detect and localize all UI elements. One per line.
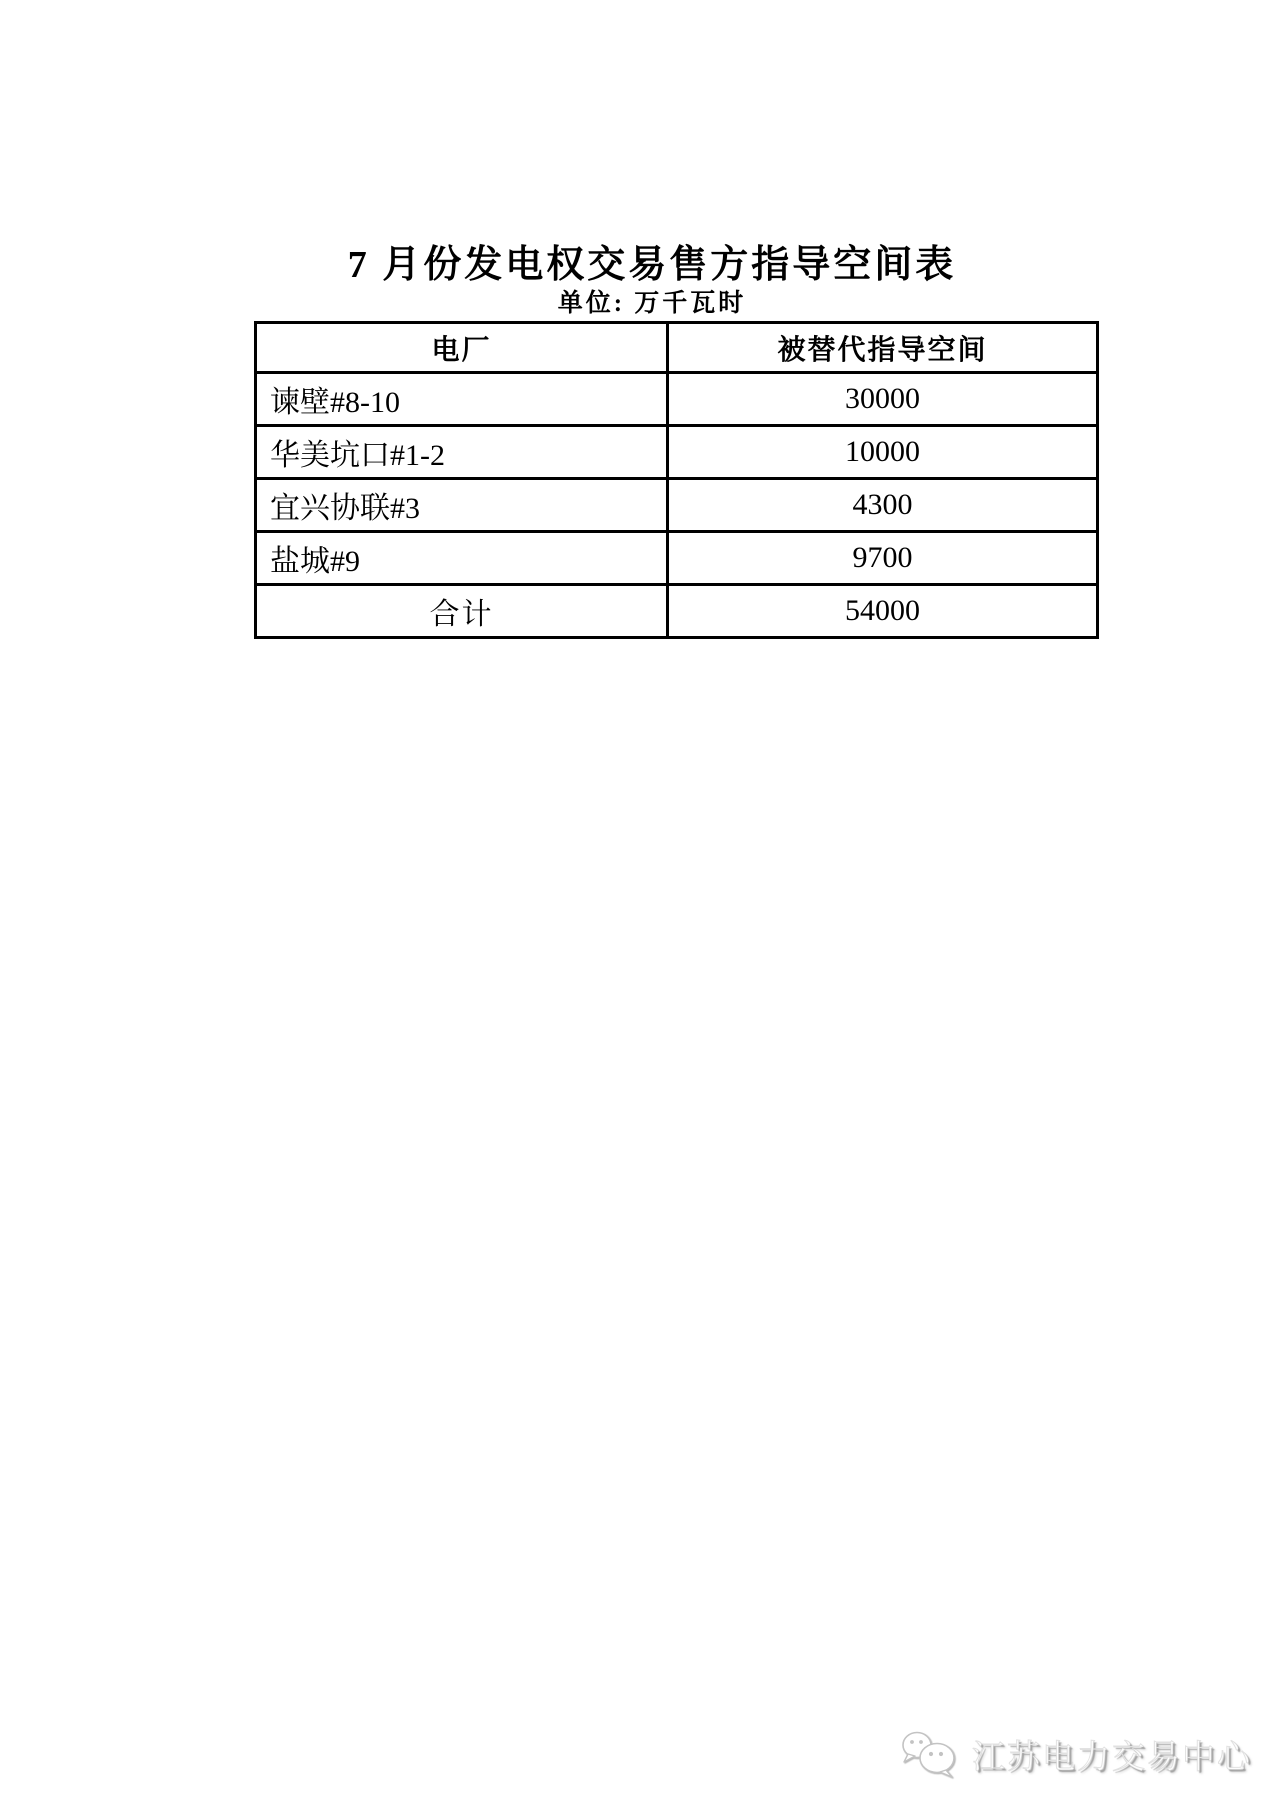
- plant-cell: 谏壁#8-10: [256, 373, 668, 426]
- brand-watermark: [898, 1729, 1252, 1779]
- guidance-space-table: [254, 321, 1099, 639]
- total-label-cell: 合计: [256, 585, 668, 638]
- plant-cell: 华美坑口#1-2: [256, 426, 668, 479]
- page-title: 7 月份发电权交易售方指导空间表: [347, 244, 957, 286]
- table-row: [256, 373, 1098, 426]
- table-row: [256, 426, 1098, 479]
- space-cell: 9700: [668, 532, 1098, 585]
- total-value-cell: 54000: [668, 585, 1098, 638]
- brand-name: 江苏电力交易中心: [972, 1737, 1252, 1775]
- space-cell: 10000: [668, 426, 1098, 479]
- table-header-row: [256, 323, 1098, 373]
- column-header-plant: 电厂: [256, 323, 668, 373]
- space-cell: 30000: [668, 373, 1098, 426]
- space-cell: 4300: [668, 479, 1098, 532]
- plant-cell: 宜兴协联#3: [256, 479, 668, 532]
- table-row: [256, 532, 1098, 585]
- column-header-space: 被替代指导空间: [668, 323, 1098, 373]
- plant-cell: 盐城#9: [256, 532, 668, 585]
- total-row: [256, 585, 1098, 638]
- wechat-logo-icon: [898, 1730, 962, 1778]
- table-row: [256, 479, 1098, 532]
- unit-label: 单位: 万千瓦时: [557, 290, 747, 317]
